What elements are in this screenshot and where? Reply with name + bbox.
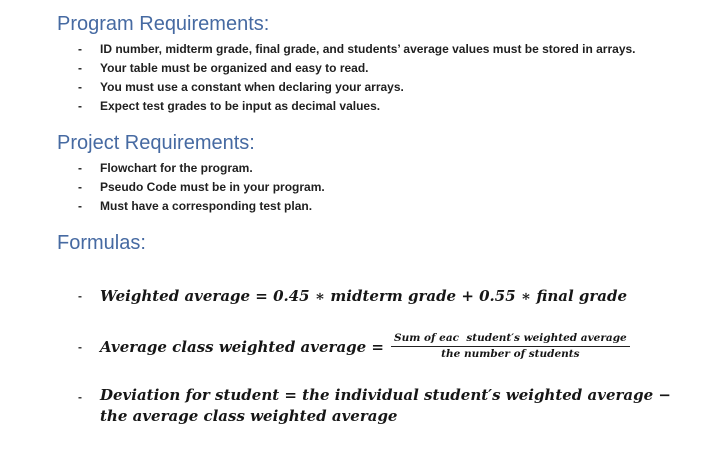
formula-class-weighted-average — [57, 332, 688, 361]
section-project-requirements — [57, 133, 688, 216]
list-item — [57, 78, 688, 97]
bullet-dash: - — [78, 42, 82, 56]
bullet-dash: - — [78, 390, 82, 404]
bullet-dash: - — [78, 199, 82, 213]
formula-text: Average class weighted average = — [100, 337, 384, 356]
bullet-text: ID number, midterm grade, final grade, and students’ average values must be stored in arrays. — [100, 42, 636, 56]
formula-fraction — [391, 332, 630, 361]
bullet-text: Your table must be organized and easy to read. — [100, 61, 369, 75]
program-requirements-heading: Program Requirements: — [57, 13, 270, 35]
bullet-dash: - — [78, 99, 82, 113]
formula-line-1: Deviation for student = the individual student′s weighted average − — [100, 386, 671, 404]
formula-weighted-average — [57, 286, 688, 306]
bullet-dash: - — [78, 289, 82, 303]
bullet-dash: - — [78, 61, 82, 75]
list-item — [57, 97, 688, 116]
bullet-dash: - — [78, 339, 82, 354]
formula-deviation — [57, 385, 688, 427]
bullet-text: Expect test grades to be input as decimal values. — [100, 99, 381, 113]
formula-line-2: the average class weighted average — [100, 407, 398, 425]
project-requirements-heading: Project Requirements: — [57, 132, 255, 154]
fraction-numerator: Sum of eac student′s weighted average — [391, 332, 630, 347]
list-item — [57, 197, 688, 216]
bullet-text: Pseudo Code must be in your program. — [100, 180, 325, 194]
list-item — [57, 178, 688, 197]
bullet-dash: - — [78, 80, 82, 94]
list-item — [57, 59, 688, 78]
bullet-dash: - — [78, 180, 82, 194]
bullet-text: Must have a corresponding test plan. — [100, 199, 313, 213]
project-requirements-list — [57, 159, 688, 216]
list-item — [57, 159, 688, 178]
fraction-denominator: the number of students — [441, 348, 580, 360]
section-program-requirements — [57, 14, 688, 116]
bullet-dash: - — [78, 161, 82, 175]
program-requirements-list — [57, 40, 688, 116]
section-formulas — [57, 233, 688, 427]
formulas-heading: Formulas: — [57, 232, 146, 254]
formula-text: Weighted average = 0.45 ∗ midterm grade + 0.55 ∗ final grade — [100, 287, 628, 305]
bullet-text: You must use a constant when declaring your arrays. — [100, 80, 404, 94]
bullet-text: Flowchart for the program. — [100, 161, 253, 175]
list-item — [57, 40, 688, 59]
formula-text — [100, 385, 671, 427]
